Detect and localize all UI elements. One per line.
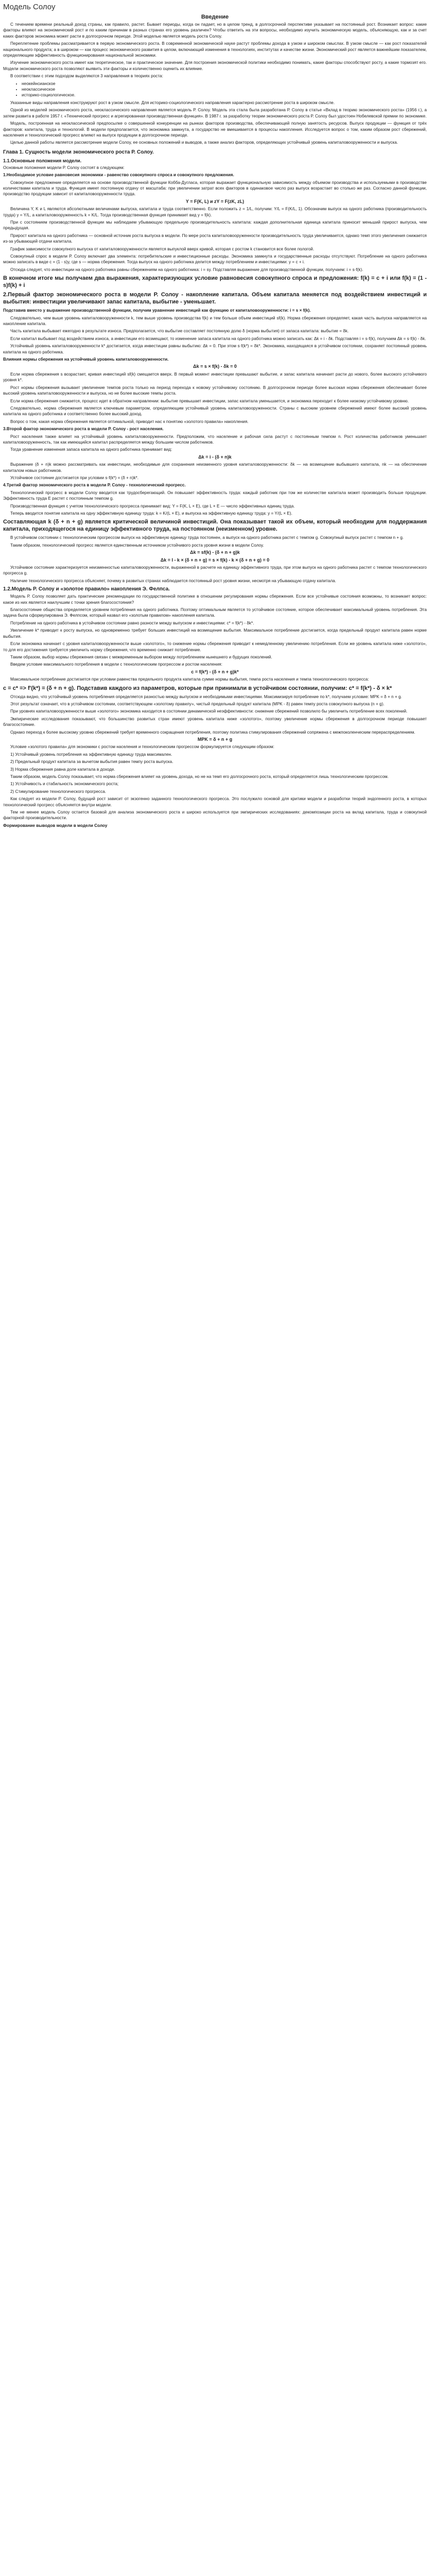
paragraph: Устойчивый уровень капиталовооруженности k* достигается, когда инвестиции равны выбытию: Δk = 0. При этом s·f(k*) = δk*. Экономика, находящаяся в устойчивом состоянии, сохраняет постоянный уровень капитала на одного работника. [3, 344, 427, 354]
paragraph: Рост населения также влияет на устойчивый уровень капиталовооруженности. Предположим, что население и рабочая сила растут с постоянным темпом n. Рост количества работников уменьшает капиталовооруженность, так как имеющийся капитал распределяется между большим числом работников. [3, 434, 427, 445]
paragraph: Изучение экономического роста имеет как теоретическое, так и практическое значение. Для построения экономической политики необходимо понимать, какие факторы способствуют росту, а какие тормозят его. Модели экономического роста позволяют выявить эти факторы и количественно оценить их влияние. [3, 60, 427, 71]
paragraph: Теперь вводится понятие капитала на одну эффективную единицу труда: k = K/(L × E), и выпуска на эффективную единицу труда: y = Y/(L × E). [10, 511, 292, 516]
paragraph: Часть капитала выбывает ежегодно в результате износа. Предполагается, что выбытие составляет постоянную долю δ (норма выбытия) от запаса капитала: выбытие = δk. [10, 329, 349, 334]
paragraph: Прирост капитала на одного работника — основной источник роста выпуска в модели. По мере роста капиталовооруженности производительность труда увеличивается, однако темп этого увеличения снижается из-за убывающей отдачи капитала. [3, 233, 427, 244]
document-title: Модель Солоу [3, 3, 56, 11]
theory-list [3, 81, 427, 98]
paragraph: Отсюда следует, что инвестиции на одного работника равны сбережениям на одного работника: i = sy. Подставляя выражение для производственной функции, получаем: i = s·f(k). [10, 267, 363, 272]
section-heading: 1.1.Основные положения модели. [3, 158, 82, 163]
paragraph: Таким образом, технологический прогресс является единственным источником устойчивого роста уровня жизни в модели Солоу. [10, 543, 264, 548]
paragraph: Тем не менее модель Солоу остается базовой для анализа экономического роста и широко используется при эмпирических исследованиях: декомпозиции роста на вклад капитала, труда и совокупной факторной производительности. [3, 810, 427, 821]
chapter-heading: Глава 1. Сущность модели экономического роста Р. Солоу. [3, 149, 154, 155]
paragraph: Следовательно, норма сбережения является ключевым параметром, определяющим устойчивый уровень капиталовооруженности. Страны с высоким уровнем сбережений имеют более высокий уровень капитала на одного работника и соответственно более высокий доход. [3, 405, 427, 417]
chapter-1 [3, 149, 427, 829]
paragraph: Совокупный спрос в модели Р. Солоу включает два элемента: потребительские и инвестиционные расходы. Экономика замкнута и государственные расходы отсутствуют. Потребление на одного работника можно записать в виде c = (1 - s)y, где s — норма сбережения. Тогда выпуск на одного работника делится между потреблением и инвестициями: y = c + i. [3, 254, 427, 265]
introduction-heading: Введение [201, 14, 229, 20]
paragraph: Технологический прогресс в модели Солоу вводится как трудосберегающий. Он повышает эффективность труда: каждый работник при том же количестве капитала может производить больше продукции. Эффективность труда E растет с постоянным темпом g. [3, 490, 427, 501]
paragraph: Таким образом, выбор нормы сбережения связан с межвременным выбором между потреблением нынешнего и будущих поколений. [10, 654, 272, 659]
paragraph: Если капитал выбывает под воздействием износа, а инвестиции его возмещают, то изменение запаса капитала на одного работника можно записать как: Δk = i - δk. Подставляя i = s·f(k), получаем Δk = s·f(k) - δk. [10, 336, 426, 341]
paragraph: 1) Устойчивость и стабильность экономического роста; [10, 782, 119, 787]
paragraph: Условие «золотого правила» для экономики с ростом населения и технологическим прогрессом формулируется следующим образом: [10, 744, 274, 750]
paragraph: График зависимости совокупного выпуска от капиталовооруженности является выпуклой вверх кривой, которая с ростом k становится все более пологой. [10, 246, 315, 251]
formula: Δk = I - k × (δ + n + g) = s × f(k) - k × (δ + n + g) = 0 [160, 557, 270, 563]
paragraph: 1) Устойчивый уровень потребления на эффективную единицу труда максимален. [10, 752, 172, 757]
paragraph: Таким образом, модель Солоу показывает, что норма сбережения влияет на уровень дохода, но не на темп его долгосрочного роста, который определяется лишь технологическим прогрессом. [10, 774, 389, 779]
paragraph: Указанные виды направления конструируют рост в узком смысле. Для историко-социологического направления характерно рассмотрение роста в широком смысле. [10, 100, 335, 105]
paragraph: Потребление на одного работника в устойчивом состоянии равно разности между выпуском и инвестициями: c* = f(k*) - δk*. [10, 620, 254, 625]
paragraph: Если норма сбережения снижается, процесс идет в обратном направлении: выбытие превышает инвестиции, запас капитала уменьшается, и экономика переходит к более низкому устойчивому уровню. [10, 398, 409, 403]
paragraph: Выражение (δ + n)k можно рассматривать как инвестиции, необходимые для сохранения неизменного уровня капиталовооруженности: δk — на возмещение выбывшего капитала, nk — на обеспечение капиталом новых работников. [3, 462, 427, 473]
paragraph: 3) Норма сбережения равна доле капитала в доходе. [10, 767, 115, 772]
subheading: Формирование выводов модели в модели Солоу [3, 823, 108, 828]
paragraph: Тогда уравнение изменения запаса капитала на одного работника принимает вид: [10, 447, 172, 452]
key-statement: Составляющая k (δ + n + g) является критической величиной инвестиций. Она показывает такой их объем, который необходим для поддержания капитала, приходящегося на единицу эффективного труда, на постоянном (неизменном) уровне. [3, 519, 427, 533]
formula: Δk = s × f(k) - δk = 0 [193, 364, 237, 369]
subheading: 3.Второй фактор экономического роста в модели Р. Солоу - рост населения. [3, 427, 164, 432]
key-statement: c = c* => f′(k*) = (δ + n + g). Подставив каждого из параметров, которые при принимали в устойчивом состоянии, получим: c* = f(k*) - δ × k* [3, 685, 392, 691]
paragraph: Эмпирические исследования показывают, что большинство развитых стран имеют уровень капитала ниже «золотого», поэтому увеличение нормы сбережения в долгосрочном периоде повышает благосостояние. [3, 716, 427, 727]
paragraph: В соответствии с этим подходом выделяются 3 направления в теориях роста: [10, 74, 163, 79]
paragraph: При уровнях капиталовооруженности выше «золотого» экономика находится в состоянии динамической неэффективности: снижение сбережений позволило бы увеличить потребление всех поколений. [10, 709, 408, 714]
paragraph: Отсюда видно, что устойчивый уровень потребления определяется разностью между выпуском и необходимыми инвестициями. Максимизируя потребление по k*, получаем условие: MPK = δ + n + g. [10, 694, 402, 699]
paragraph: Следовательно, чем выше уровень капиталовооруженности k, тем выше уровень производства f(k) и тем больше объем инвестиций sf(k). Норма сбережения определяет, какая часть выпуска направляется на накопление капитала. [3, 315, 427, 327]
paragraph: Наличие технологического прогресса объясняет, почему в развитых странах наблюдается постоянный рост уровня жизни, несмотря на убывающую отдачу капитала. [10, 578, 336, 583]
key-statement: 2.Первый фактор экономического роста в модели Р. Солоу - накопление капитала. Объем капитала меняется под воздействием инвестиций и выбытия: инвестиции увеличивают запас капитала, выбытие - уменьшает. [3, 292, 427, 306]
formula: Δk = i - (δ + n)k [198, 454, 232, 460]
paragraph: Основные положения модели Р. Солоу состоят в следующем: [3, 165, 125, 170]
paragraph: В устойчивом состоянии с технологическим прогрессом выпуск на эффективную единицу труда постоянен, а выпуск на одного работника растет с темпом g. Совокупный выпуск растет с темпом n + g. [10, 535, 404, 540]
introduction-section [3, 13, 427, 146]
list-item: • неоклассическое [22, 87, 427, 92]
paragraph: Устойчивое состояние достигается при условии s·f(k*) = (δ + n)k*. [10, 475, 138, 480]
paragraph: Благосостояние общества определяется уровнем потребления на одного работника. Поэтому оптимальным является то устойчивое состояние, которое обеспечивает максимальный уровень потребления. Эта задача была сформулирована Э. Фелпсом, который назвал его «золотым правилом» накопления капитала. [3, 607, 427, 618]
paragraph: Как следует из модели Р. Солоу, будущий рост зависит от экзогенно заданного технологического прогресса. Это послужило основой для критики модели и разработки теорий эндогенного роста, в которых технологический прогресс объясняется внутри модели. [3, 796, 427, 807]
paragraph: Если норма сбережения s возрастает, кривая инвестиций sf(k) смещается вверх. В первый момент инвестиции превышают выбытие, и запас капитала начинает расти до нового, более высокого устойчивого уровня k*. [3, 371, 427, 383]
paragraph: Введем условие максимального потребления в модели с технологическим прогрессом и ростом населения: [10, 662, 222, 667]
paragraph: С течением времени реальный доход страны, как правило, растет. Бывает периоды, когда он падает, но в целом тренд, в долгосрочной перспективе указывает на постоянный рост. Возникает вопрос: какие факторы влияют на экономический рост и по каким причинам в разных странах его уровень различен? Чтобы ответить на эти вопросы, необходимо изучить экономическую модель, объясняющую, как и за счет каких факторов экономика может расти в долгосрочном периоде. Этой моделью является модель роста Солоу. [3, 22, 427, 39]
formula: c = f(k*) - (δ + n + g)k* [191, 669, 239, 674]
paragraph: Вопрос о том, какая норма сбережения является оптимальной, приводит нас к понятию «золотого правила» накопления. [10, 419, 249, 424]
list-item: • историко-социологическое. [22, 92, 427, 98]
formula-text: Подставив вместо у выражение производственной функции, получим уравнение инвестиций как функцию от капиталовооруженности: i = s × f(k). [3, 308, 311, 313]
paragraph: 1.Необходимое условие равновесия экономики - равенство совокупного спроса и совокупного предложения. [3, 173, 234, 178]
paragraph: Рост нормы сбережения вызывает увеличение темпов роста только на период перехода к новому устойчивому состоянию. В долгосрочном периоде более высокая норма сбережения обеспечивает более высокий уровень капиталовооруженности и выпуска, но не более высокие темпы роста. [3, 385, 427, 396]
paragraph: 2) Стимулирование технологического прогресса. [10, 789, 107, 794]
subheading: 4.Третий фактор экономического роста в модели Р. Солоу - технологический прогресс. [3, 483, 186, 488]
paragraph: Целью данной работы является рассмотрение модели Солоу, ее основных положений и выводов, а также анализ факторов, определяющих устойчивый уровень капиталовооруженности и выпуска. [10, 140, 398, 145]
paragraph: Устойчивое состояние характеризуется неизменностью капиталовооруженности, выраженной в расчете на единицу эффективного труда, при этом выпуск на одного работника растет с темпом технологического прогресса g. [3, 565, 427, 576]
paragraph: 2) Предельный продукт капитала за вычетом выбытия равен темпу роста выпуска. [10, 759, 173, 765]
paragraph: Модель Р. Солоу позволяет дать практические рекомендации по государственной политике в отношении регулирования нормы сбережения. Если все устойчивые состояния возможны, то возникает вопрос: какое из них является наилучшим с точки зрения благосостояния? [3, 594, 427, 605]
paragraph: Если экономика начинает с уровня капиталовооруженности выше «золотого», то снижение нормы сбережения приводит к немедленному увеличению потребления. Если же уровень капитала ниже «золотого», то для его достижения требуется увеличить норму сбережения, что временно снижает потребление. [3, 641, 427, 652]
paragraph: Одной из моделей экономического роста, неоклассического направления является модель Р. Солоу. Модель эта стала была разработана Р. Солоу в статье «Вклад в теорию экономического роста» (1956 г.), а затем развита в работе 1957 г. «Технический прогресс и агрегированная производственная функция». В 1987 г. за разработку теории экономического роста Р. Солоу был удостоен Нобелевской премии по экономике. [3, 108, 427, 118]
paragraph: Производственная функция с учетом технологического прогресса принимает вид: Y = F(K, L × E), где L × E — число эффективных единиц труда. [10, 503, 295, 509]
paragraph: Совокупное предложение определяется на основе производственной функции Кобба-Дугласа, которая выражает функциональную зависимость между объемом производства и используемыми в производстве количествами капитала и труда. Функция имеет постоянную отдачу от масштаба: при увеличении затрат всех факторов в одинаковое число раз выпуск возрастает во столько же раз. Согласно данной функции, производство продукции зависит от капиталовооруженности труда. [3, 180, 427, 197]
formula: Δk = sf(k) - (δ + n + g)k [190, 550, 240, 555]
paragraph: Однако переход к более высокому уровню сбережений требует временного сокращения потребления, поэтому политика стимулирования сбережений сопряжена с межпоколенческим перераспределением. [10, 730, 415, 735]
key-statement: В конечном итоге мы получаем два выражения, характеризующих условие равновесия совокупного спроса и предложения: f(k) = c + i или f(k) = (1 - s)f(k) + i [3, 275, 427, 289]
paragraph: Этот результат означает, что в устойчивом состоянии, соответствующем «золотому правилу», чистый предельный продукт капитала (MPK - δ) равен темпу роста совокупного выпуска (n + g). [10, 701, 385, 706]
document-page [0, 0, 430, 835]
paragraph: Переплетение проблемы рассматривается в первую экономического роста. В современной экономической науке растут проблемы дохода в узком и широком смыслах. В узком смысле — как рост показателей национального продукта; а в широком — как процесс экономического развития в целом, включающий изменения в технологиях, институтах и качестве жизни. Экономический рост является важнейшим показателем, определяющим эффективность функционирования национальной экономики. [3, 41, 427, 58]
paragraph: Модель, построенная на неоклассической предпосылке о совершенной конкуренции на рынках факторов производства, обеспечивающей полную занятость ресурсов. Выпуск продукции — функция от трёх факторов: капитала, труда и технологий. В модели предполагается, что экономика замкнута, а государство не вмешивается в процессы накопления. Исследуется вопрос о том, каким образом рост сбережений, населения и технологический прогресс влияют на выпуск продукции в долгосрочном периоде. [3, 121, 427, 138]
subheading: Влияния нормы сбережения на устойчивый уровень капиталовооруженности. [3, 357, 169, 362]
list-item: • неокейнсианское [22, 81, 427, 87]
paragraph: Максимальное потребление достигается при условии равенства предельного продукта капитала сумме нормы выбытия, темпа роста населения и темпа технологического прогресса: [10, 677, 369, 682]
formula: Y = F(K, L) и zY = F(zK, zL) [185, 198, 245, 204]
paragraph: При с состоянием производственной функции мы наблюдаем убывающую предельную производительность капитала: каждая дополнительная единица капитала приносит меньший прирост выпуска, чем предыдущая. [3, 219, 427, 231]
formula: MPK = δ + n + g [197, 736, 233, 742]
section-heading: 1.2.Модель Р. Солоу и «золотое правило» накопления Э. Фелпса. [3, 586, 170, 592]
paragraph: Увеличение k* приводит к росту выпуска, но одновременно требует больших инвестиций на возмещение выбытия. Максимальное потребление достигается, когда предельный продукт капитала равен норме выбытия. [3, 628, 427, 639]
paragraph: Величина Y, K и L являются абсолютными величинами выпуска, капитала и труда соответственно. Если положить z = 1/L, получим: Y/L = F(K/L, 1). Обозначим выпуск на одного работника (производительность труда) y = Y/L, а капиталовооруженность k = K/L. Тогда производственная функция принимает вид y = f(k). [3, 207, 427, 217]
